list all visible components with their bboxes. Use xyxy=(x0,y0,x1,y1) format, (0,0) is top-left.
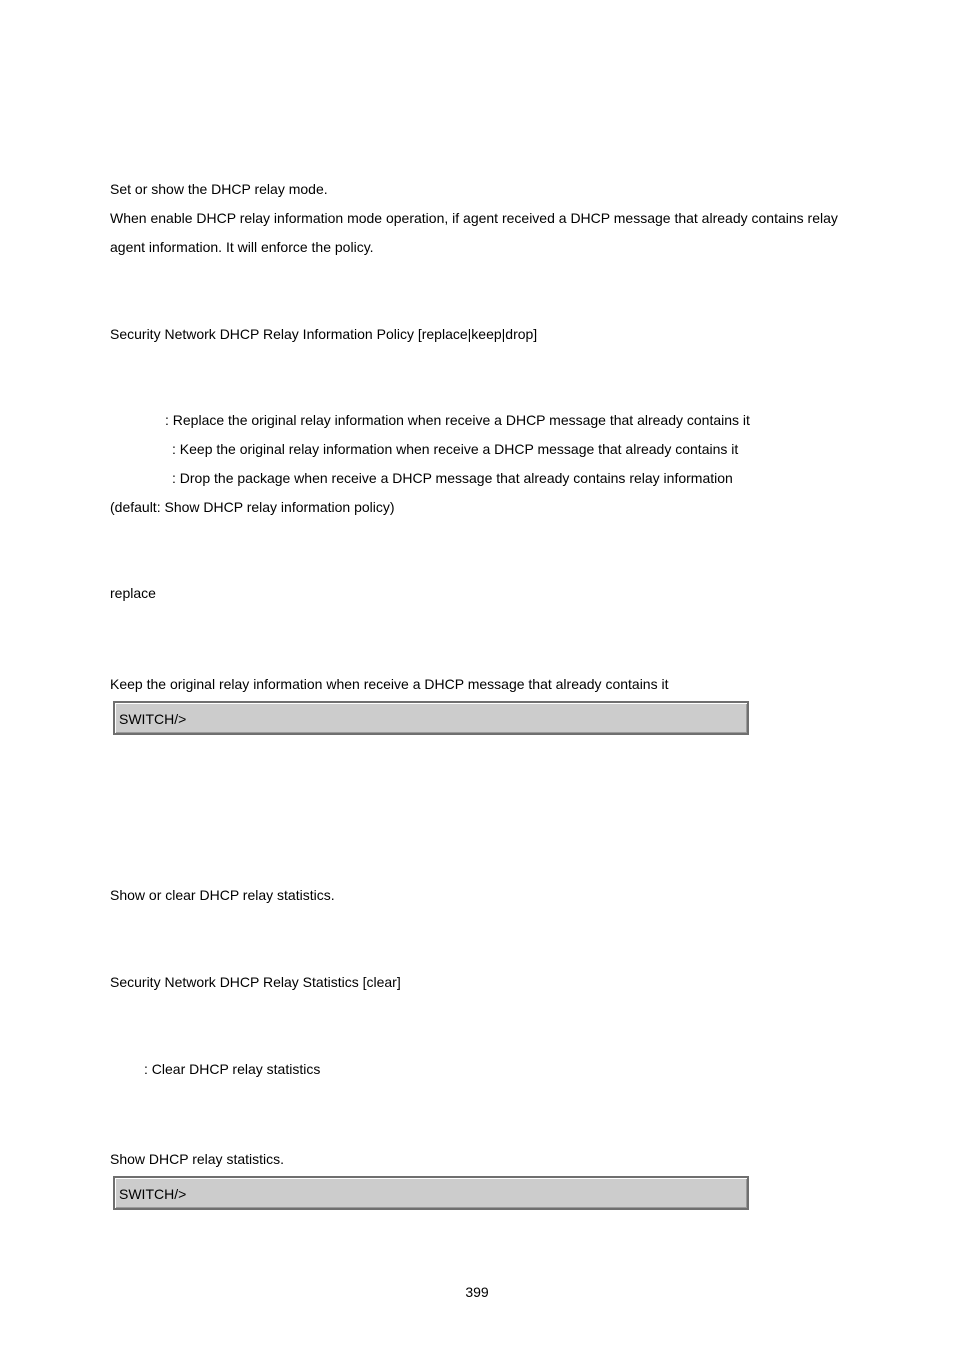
relay-stats-example-cmd: SWITCH/> xyxy=(119,1186,187,1202)
relay-policy-note-line1: When enable DHCP relay information mode operation, if agent received a DHCP message that already contains relay xyxy=(110,210,838,226)
relay-policy-example-box xyxy=(113,701,749,735)
relay-policy-note-line2: agent information. It will enforce the policy. xyxy=(110,239,374,255)
param-clear-desc: : Clear DHCP relay statistics xyxy=(144,1061,321,1077)
relay-stats-syntax: Security Network DHCP Relay Statistics [clear] xyxy=(110,974,401,990)
param-keep-desc: : Keep the original relay information when receive a DHCP message that already contains it xyxy=(172,441,739,457)
param-default-desc: (default: Show DHCP relay information policy) xyxy=(110,499,395,515)
relay-stats-example-box xyxy=(113,1176,749,1210)
relay-stats-description: Show or clear DHCP relay statistics. xyxy=(110,887,335,903)
relay-stats-example-desc: Show DHCP relay statistics. xyxy=(110,1151,285,1167)
page-number: 399 xyxy=(465,1284,489,1300)
relay-policy-example-cmd: SWITCH/> xyxy=(119,711,187,727)
relay-policy-description: Set or show the DHCP relay mode. xyxy=(110,181,328,197)
param-drop-desc: : Drop the package when receive a DHCP message that already contains relay information xyxy=(172,470,733,486)
default-value: replace xyxy=(110,585,156,601)
param-replace-desc: : Replace the original relay information when receive a DHCP message that already contains it xyxy=(165,412,750,428)
relay-policy-example-desc: Keep the original relay information when receive a DHCP message that already contains it xyxy=(110,676,669,692)
relay-policy-syntax: Security Network DHCP Relay Information Policy [replace|keep|drop] xyxy=(110,326,538,342)
